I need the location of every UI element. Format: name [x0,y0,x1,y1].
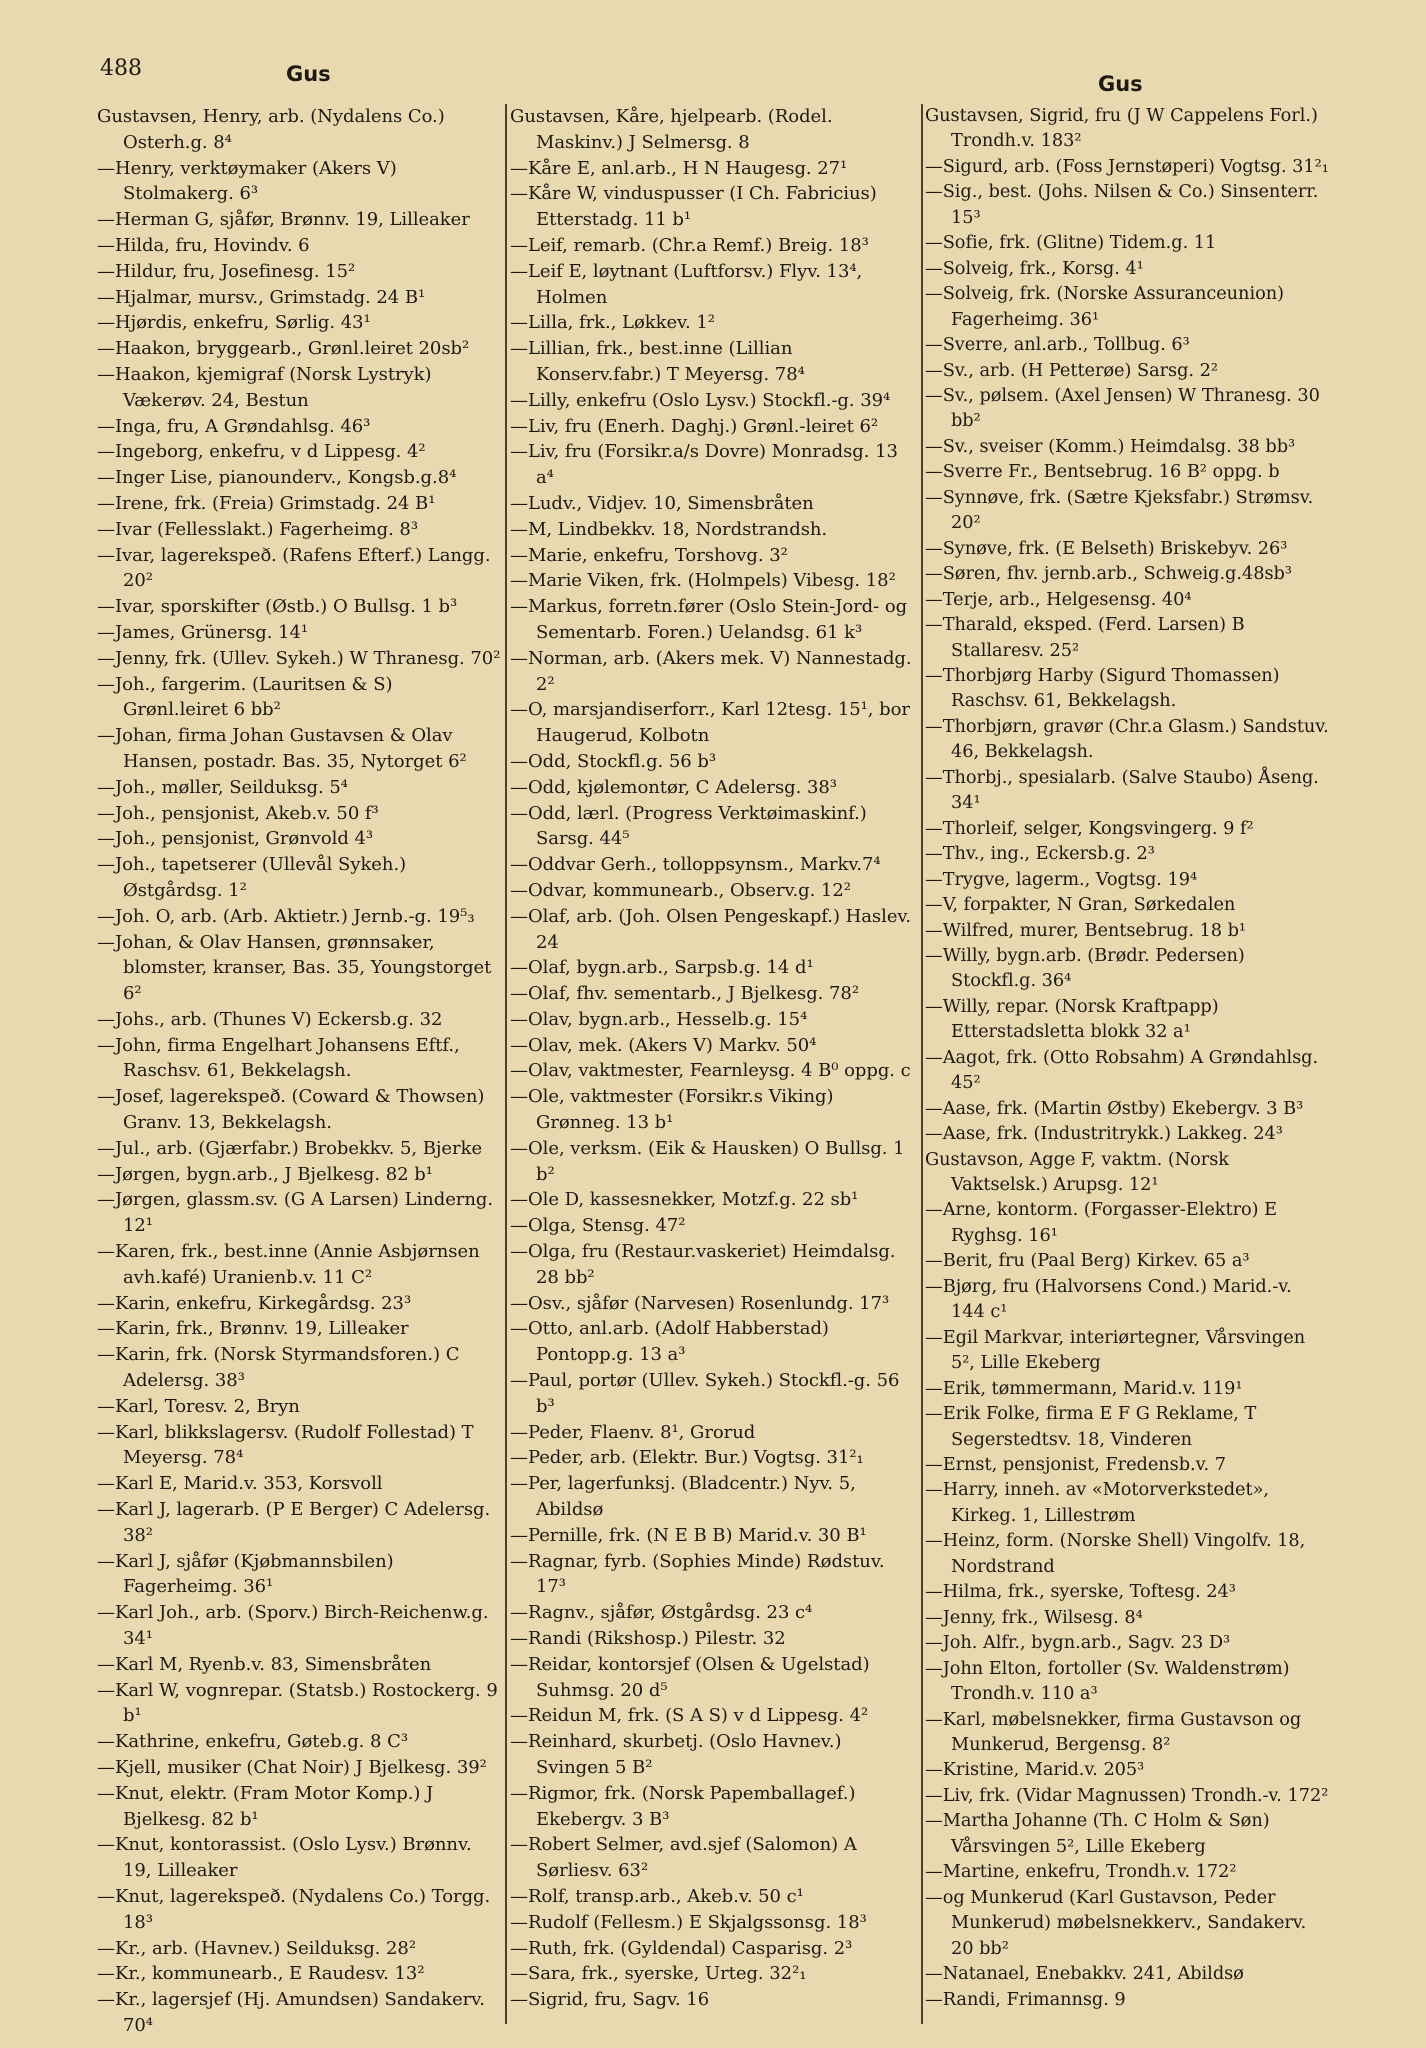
directory-entry: —Ole, vaktmester (Forsikr.s Viking) Grønneg. 13 b¹ [510,1086,834,1134]
directory-entry: —Liv, fru (Forsikr.a/s Dovre) Monradsg. 13 a⁴ [510,441,898,489]
directory-entry: —Solveig, frk., Korsg. 4¹ [925,258,1144,279]
directory-entry: —Odd, kjølemontør, C Adelersg. 38³ [510,776,837,798]
directory-entry: —Leif, remarb. (Chr.a Remf.) Breig. 18³ [510,234,869,256]
directory-entry: —Haakon, kjemigraf (Norsk Lystryk) Vækerøv. 24, Bestun [97,363,432,411]
directory-entry: —Knut, kontorassist. (Oslo Lysv.) Brønnv. 19, Lilleaker [97,1834,472,1882]
directory-entry: —Knut, elektr. (Fram Motor Komp.) J Bjelkesg. 82 b¹ [97,1782,434,1830]
directory-entry: —Joh., pensjonist, Grønvold 4³ [97,828,374,850]
directory-entry: —Thorbjørg Harby (Sigurd Thomassen) Raschsv. 61, Bekkelagsh. [925,665,1280,712]
directory-entry: —Hjørdis, enkefru, Sørlig. 43¹ [97,312,371,334]
directory-entry: —V, forpakter, N Gran, Sørkedalen [925,895,1236,916]
directory-entry: —Karl, blikkslagersv. (Rudolf Follestad) T Meyersg. 78⁴ [97,1421,474,1469]
directory-entry: —Kr., arb. (Havnev.) Seilduksg. 28² [97,1937,416,1959]
directory-entry: —Karen, frk., best.inne (Annie Asbjørnsen avh.kafé) Uranienb.v. 11 C² [97,1241,480,1288]
directory-entry: —Olga, Stensg. 47² [510,1215,686,1237]
directory-entry: —Lillian, frk., best.inne (Lillian Konserv.fabr.) T Meyersg. 78⁴ [510,338,805,385]
directory-column-3 [925,104,1329,2013]
directory-entry: —Karl J, lagerarb. (P E Berger) C Adelersg. 38² [97,1499,491,1546]
directory-entry: —Olav, vaktmester, Fearnleysg. 4 B⁰ oppg. c [510,1060,911,1082]
directory-entry: —Joh., tapetserer (Ullevål Sykeh.) Østgårdsg. 1² [97,854,407,901]
directory-entry: —Søren, fhv. jernb.arb., Schweig.g.48sb³ [925,564,1292,585]
directory-entry: —Martine, enkefru, Trondh.v. 172² [925,1862,1237,1883]
directory-entry: —Jørgen, bygn.arb., J Bjelkesg. 82 b¹ [97,1163,433,1185]
directory-entry: —Rudolf (Fellesm.) E Skjalgssonsg. 18³ [510,1911,867,1933]
directory-entry: —Marie Viken, frk. (Holmpels) Vibesg. 18² [510,570,896,592]
directory-entry: —Jenny, frk. (Ullev. Sykeh.) W Thranesg. 70² [97,647,501,669]
directory-entry: —Aagot, frk. (Otto Robsahm) A Grøndahlsg. 45² [925,1047,1319,1094]
directory-entry: —Thorbj., spesialarb. (Salve Staubo) Åseng. 34¹ [925,767,1319,814]
directory-entry: —Kåre E, anl.arb., H N Haugesg. 27¹ [510,157,848,179]
directory-entry: —Ivar (Fellesslakt.) Fagerheimg. 8³ [97,518,418,540]
directory-entry: —Pernille, frk. (N E B B) Marid.v. 30 B¹ [510,1524,867,1546]
directory-entry: —Per, lagerfunksj. (Bladcentr.) Nyv. 5, Abildsø [510,1473,856,1521]
directory-entry: —Arne, kontorm. (Forgasser-Elektro) E Ryghsg. 16¹ [925,1200,1278,1246]
directory-entry: —Sv., sveiser (Komm.) Heimdalsg. 38 bb³ [925,436,1296,457]
directory-entry: —Sv., arb. (H Petterøe) Sarsg. 2² [925,360,1218,381]
directory-entry: —Thv., ing., Eckersb.g. 2³ [925,844,1155,865]
directory-entry: —Sigurd, arb. (Foss Jernstøperi) Vogtsg. 31²₁ [925,156,1329,177]
directory-entry: —Odd, Stockfl.g. 56 b³ [510,750,717,772]
directory-entry: —Randi, Frimannsg. 9 [925,1989,1126,2010]
directory-entry: —Bjørg, fru (Halvorsens Cond.) Marid.-v. 144 c¹ [925,1276,1292,1323]
directory-entry: Gustavsen, Henry, arb. (Nydalens Co.) Osterh.g. 8⁴ [97,106,445,153]
directory-entry: —Karin, frk. (Norsk Styrmandsforen.) C Adelersg. 38³ [97,1344,460,1392]
directory-entry: —Sofie, frk. (Glitne) Tidem.g. 11 [925,233,1217,254]
directory-entry: —Karl, møbelsnekker, firma Gustavson og Munkerud, Bergensg. 8² [925,1709,1302,1755]
directory-entry: —Thorleif, selger, Kongsvingerg. 9 f² [925,818,1254,839]
directory-entry: —Ragnar, fyrb. (Sophies Minde) Rødstuv. 17³ [510,1550,885,1598]
directory-entry: —Aase, frk. (Industritrykk.) Lakkeg. 24³ [925,1124,1283,1145]
directory-entry: —Karin, enkefru, Kirkegårdsg. 23³ [97,1292,412,1314]
directory-entry: —Karin, frk., Brønnv. 19, Lilleaker [97,1318,409,1340]
directory-entry: —Peder, arb. (Elektr. Bur.) Vogtsg. 31²₁ [510,1447,864,1469]
directory-entry: —Olaf, arb. (Joh. Olsen Pengeskapf.) Haslev. 24 [510,905,912,953]
directory-entry: —M, Lindbekkv. 18, Nordstrandsh. [510,518,828,540]
directory-entry: —Willy, repar. (Norsk Kraftpapp) Etterstadsletta blokk 32 a¹ [925,996,1219,1043]
directory-entry: —Jul., arb. (Gjærfabr.) Brobekkv. 5, Bjerke [97,1137,483,1159]
directory-entry: —Karl Joh., arb. (Sporv.) Birch-Reichenw.g. 34¹ [97,1602,489,1650]
directory-column-1 [97,104,503,2039]
directory-entry: —Jenny, frk., Wilsesg. 8⁴ [925,1607,1143,1628]
directory-entry: —Ivar, sporskifter (Østb.) O Bullsg. 1 b³ [97,596,458,618]
directory-column-2 [510,104,918,2013]
directory-entry: —Ludv., Vidjev. 10, Simensbråten [510,492,814,514]
directory-entry: —Ingeborg, enkefru, v d Lippesg. 4² [97,441,426,463]
directory-entry: —og Munkerud (Karl Gustavson, Peder Munkerud) møbelsnekkerv., Sandakerv. 20 bb² [925,1887,1307,1959]
directory-entry: —Josef, lagerekspeð. (Coward & Thowsen) Granv. 13, Bekkelagsh. [97,1086,485,1134]
directory-entry: —Egil Markvar, interiørtegner, Vårsvingen 5², Lille Ekeberg [925,1327,1306,1374]
directory-entry: —James, Grünersg. 14¹ [97,621,309,643]
directory-entry: —Ernst, pensjonist, Fredensb.v. 7 [925,1455,1226,1476]
directory-entry: —Ole, verksm. (Eik & Hausken) O Bullsg. 1 b² [510,1137,905,1185]
directory-entry: —Tharald, eksped. (Ferd. Larsen) B Stallaresv. 25² [925,615,1245,661]
directory-entry: —Heinz, form. (Norske Shell) Vingolfv. 18, Nordstrand [925,1531,1306,1577]
directory-entry: —Trygve, lagerm., Vogtsg. 19⁴ [925,869,1198,890]
directory-entry: —Natanael, Enebakkv. 241, Abildsø [925,1964,1244,1985]
directory-entry: —Kathrine, enkefru, Gøteb.g. 8 C³ [97,1731,408,1753]
directory-entry: —Synnøve, frk. (Sætre Kjeksfabr.) Strømsv. 20² [925,487,1314,534]
directory-entry: —Hilda, fru, Hovindv. 6 [97,234,310,256]
directory-entry: —Rigmor, frk. (Norsk Papemballagef.) Ekebergv. 3 B³ [510,1782,856,1830]
directory-entry: —Joh., pensjonist, Akeb.v. 50 f³ [97,802,379,824]
directory-entry: —Inga, fru, A Grøndahlsg. 46³ [97,415,371,437]
directory-entry: Gustavsen, Sigrid, fru (J W Cappelens Forl.) Trondh.v. 183² [925,106,1318,152]
directory-entry: —Olav, mek. (Akers V) Markv. 50⁴ [510,1034,817,1056]
directory-entry: —Synøve, frk. (E Belseth) Briskebyv. 26³ [925,538,1288,559]
page-number: 488 [100,56,142,81]
directory-entry: —Kr., lagersjef (Hj. Amundsen) Sandakerv. 70⁴ [97,1989,485,2036]
directory-entry: —Sverre Fr., Bentsebrug. 16 B² oppg. b [925,462,1280,483]
directory-entry: —Peder, Flaenv. 8¹, Grorud [510,1421,756,1443]
running-head-left: Gus [286,62,331,86]
directory-entry: —Olga, fru (Restaur.vaskeriet) Heimdalsg. 28 bb² [510,1241,896,1288]
directory-entry: —Ole D, kassesnekker, Motzf.g. 22 sb¹ [510,1189,859,1211]
directory-entry: —Solveig, frk. (Norske Assuranceunion) Fagerheimg. 36¹ [925,284,1284,330]
directory-entry: —Thorbjørn, gravør (Chr.a Glasm.) Sandstuv. 46, Bekkelagsh. [925,716,1329,763]
directory-entry: —Lilly, enkefru (Oslo Lysv.) Stockfl.-g. 39⁴ [510,389,891,411]
directory-entry: —Reidun M, frk. (S A S) v d Lippesg. 4² [510,1705,869,1727]
directory-entry: —Erik, tømmermann, Marid.v. 119¹ [925,1378,1243,1399]
directory-entry: —O, marsjandiserforr., Karl 12tesg. 15¹, bor Haugerud, Kolbotn [510,699,910,747]
column-divider [921,104,923,2024]
directory-entry: —Kåre W, vinduspusser (I Ch. Fabricius) Etterstadg. 11 b¹ [510,183,877,231]
directory-entry: —Ruth, frk. (Gyldendal) Casparisg. 2³ [510,1937,853,1959]
directory-entry: —Olaf, fhv. sementarb., J Bjelkesg. 78² [510,983,859,1005]
directory-entry: —Oddvar Gerh., tolloppsynsm., Markv.7⁴ [510,854,881,876]
directory-entry: —Hilma, frk., syerske, Toftesg. 24³ [925,1582,1236,1603]
directory-entry: —Willy, bygn.arb. (Brødr. Pedersen) Stockfl.g. 36⁴ [925,945,1245,992]
directory-entry: —Odd, lærl. (Progress Verktøimaskinf.) Sarsg. 44⁵ [510,802,867,850]
directory-entry: —Wilfred, murer, Bentsebrug. 18 b¹ [925,920,1246,941]
directory-entry: —Terje, arb., Helgesensg. 40⁴ [925,589,1192,610]
directory-entry: —Johan, & Olav Hansen, grønnsaker, blomster, kranser, Bas. 35, Youngstorget 6² [97,931,492,1005]
directory-entry: —Osv., sjåfør (Narvesen) Rosenlundg. 17³ [510,1292,890,1314]
directory-entry: —Sigrid, fru, Sagv. 16 [510,1989,710,2011]
directory-entry: —Hildur, fru, Josefinesg. 15² [97,260,356,282]
directory-entry: —Norman, arb. (Akers mek. V) Nannestadg. 2² [510,647,912,695]
directory-entry: —Lilla, frk., Løkkev. 1² [510,312,715,334]
directory-entry: —Haakon, bryggearb., Grønl.leiret 20sb² [97,338,470,360]
directory-entry: —Karl J, sjåfør (Kjøbmannsbilen) Fagerheimg. 36¹ [97,1550,394,1598]
directory-entry: —Rolf, transp.arb., Akeb.v. 50 c¹ [510,1885,804,1907]
running-head-right: Gus [1098,72,1143,96]
directory-entry: —Otto, anl.arb. (Adolf Habberstad) Pontopp.g. 13 a³ [510,1318,829,1366]
directory-entry: —Paul, portør (Ullev. Sykeh.) Stockfl.-g. 56 b³ [510,1370,900,1417]
directory-entry: —Karl, Toresv. 2, Bryn [97,1395,300,1417]
directory-entry: —Sverre, anl.arb., Tollbug. 6³ [925,335,1190,356]
directory-entry: —Reidar, kontorsjef (Olsen & Ugelstad) Suhmsg. 20 d⁵ [510,1653,870,1701]
directory-entry: —Herman G, sjåfør, Brønnv. 19, Lilleaker [97,209,470,231]
directory-entry: —Harry, inneh. av «Motorverkstedet», Kirkeg. 1, Lillestrøm [925,1480,1269,1526]
directory-entry: —Berit, fru (Paal Berg) Kirkev. 65 a³ [925,1251,1250,1272]
directory-entry: —Kristine, Marid.v. 205³ [925,1760,1145,1781]
directory-entry: —Joh. Alfr., bygn.arb., Sagv. 23 D³ [925,1633,1231,1654]
directory-entry: —Sara, frk., syerske, Urteg. 32²₁ [510,1963,807,1985]
directory-entry: Gustavson, Agge F, vaktm. (Norsk Vaktselsk.) Arupsg. 12¹ [925,1149,1230,1196]
directory-entry: —John Elton, fortoller (Sv. Waldenstrøm) Trondh.v. 110 a³ [925,1658,1290,1705]
directory-entry: —Marie, enkefru, Torshovg. 3² [510,544,788,566]
directory-entry: —Johs., arb. (Thunes V) Eckersb.g. 32 [97,1008,443,1030]
directory-entry: —Sig., best. (Johs. Nilsen & Co.) Sinsenterr. 15³ [925,182,1319,228]
directory-entry: —Aase, frk. (Martin Østby) Ekebergv. 3 B³ [925,1098,1304,1119]
directory-entry: —Ragnv., sjåfør, Østgårdsg. 23 c⁴ [510,1602,813,1624]
directory-entry: —Olav, bygn.arb., Hesselb.g. 15⁴ [510,1008,808,1030]
directory-entry: —Ivar, lagerekspeð. (Rafens Efterf.) Langg. 20² [97,544,491,592]
directory-entry: —Joh. O, arb. (Arb. Aktietr.) Jernb.-g. 19⁵₃ [97,905,475,927]
directory-entry: —Reinhard, skurbetj. (Oslo Havnev.) Svingen 5 B² [510,1731,842,1778]
directory-entry: —Henry, verktøymaker (Akers V) Stolmakerg. 6³ [97,157,397,205]
directory-entry: —Knut, lagerekspeð. (Nydalens Co.) Torgg. 18³ [97,1885,491,1933]
directory-entry: —Randi (Rikshosp.) Pilestr. 32 [510,1628,786,1650]
directory-entry: —Sv., pølsem. (Axel Jensen) W Thranesg. 30 bb² [925,385,1320,432]
directory-entry: —Karl W, vognrepar. (Statsb.) Rostockerg. 9 b¹ [97,1679,498,1727]
directory-entry: —Joh., møller, Seilduksg. 5⁴ [97,776,348,798]
directory-entry: —Liv, fru (Enerh. Daghj.) Grønl.-leiret 6² [510,415,879,437]
directory-entry: —Inger Lise, pianounderv., Kongsb.g.8⁴ [97,467,457,489]
directory-entry: —Joh., fargerim. (Lauritsen & S) Grønl.leiret 6 bb² [97,673,393,721]
directory-entry: —Kr., kommunearb., E Raudesv. 13² [97,1963,425,1985]
directory-entry: —Martha Johanne (Th. C Holm & Søn) Vårsvingen 5², Lille Ekeberg [925,1811,1270,1857]
directory-entry: —Johan, firma Johan Gustavsen & Olav Hansen, postadr. Bas. 35, Nytorget 6² [97,725,467,772]
directory-entry: —John, firma Engelhart Johansens Eftf., Raschsv. 61, Bekkelagsh. [97,1034,460,1082]
directory-entry: —Kjell, musiker (Chat Noir) J Bjelkesg. 39² [97,1757,487,1778]
directory-entry: Gustavsen, Kåre, hjelpearb. (Rodel. Maskinv.) J Selmersg. 8 [510,106,833,153]
directory-entry: —Jørgen, glassm.sv. (G A Larsen) Linderng. 12¹ [97,1189,494,1237]
directory-entry: —Erik Folke, firma E F G Reklame, T Segerstedtsv. 18, Vinderen [925,1404,1257,1450]
column-divider [505,104,507,2024]
directory-entry: —Hjalmar, mursv., Grimstadg. 24 B¹ [97,286,426,308]
directory-entry: —Karl E, Marid.v. 353, Korsvoll [97,1473,383,1495]
directory-entry: —Robert Selmer, avd.sjef (Salomon) A Sørliesv. 63² [510,1834,857,1882]
directory-entry: —Liv, frk. (Vidar Magnussen) Trondh.-v. 172² [925,1785,1329,1806]
directory-entry: —Irene, frk. (Freia) Grimstadg. 24 B¹ [97,492,436,514]
directory-entry: —Leif E, løytnant (Luftforsv.) Flyv. 13⁴, Holmen [510,260,863,308]
directory-entry: —Karl M, Ryenb.v. 83, Simensbråten [97,1653,432,1675]
directory-entry: —Olaf, bygn.arb., Sarpsb.g. 14 d¹ [510,957,814,979]
directory-entry: —Markus, forretn.fører (Oslo Stein-Jord- og Sementarb. Foren.) Uelandsg. 61 k³ [510,596,908,643]
directory-entry: —Odvar, kommunearb., Observ.g. 12² [510,879,851,901]
